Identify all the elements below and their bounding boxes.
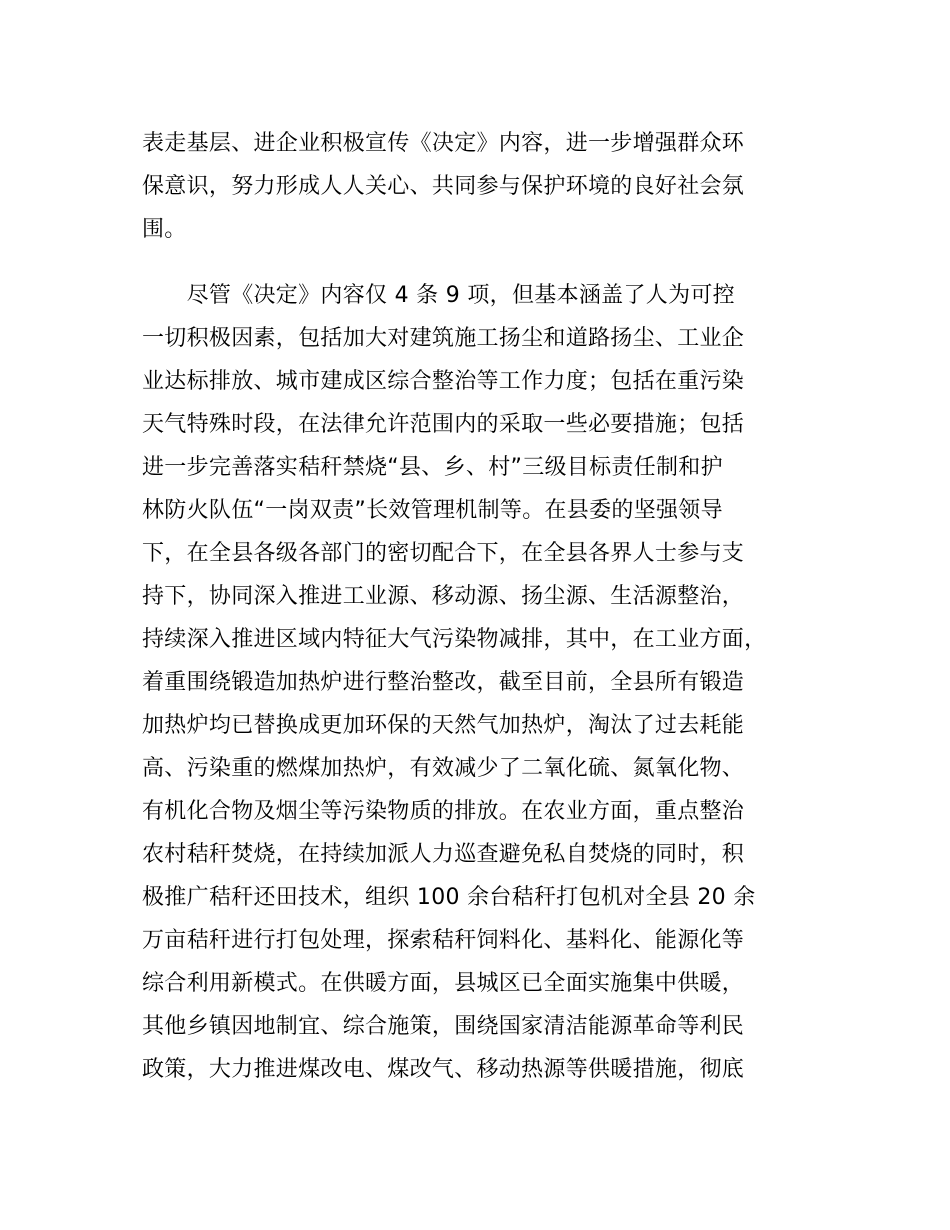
text-line: 下，在全县各级各部门的密切配合下，在全县各界人士参与支 xyxy=(142,541,745,566)
text-line: 保意识，努力形成人人关心、共同参与保护环境的良好社会氛 xyxy=(142,174,745,199)
text-line: 持续深入推进区域内特征大气污染物减排，其中，在工业方面， xyxy=(142,627,767,652)
text-line: 政策，大力推进煤改电、煤改气、移动热源等供暖措施，彻底 xyxy=(142,1057,745,1082)
text-line: 综合利用新模式。在供暖方面，县城区已全面实施集中供暖， xyxy=(142,971,745,996)
text-line: 一切积极因素，包括加大对建筑施工扬尘和道路扬尘、工业企 xyxy=(142,326,745,351)
text-line: 有机化合物及烟尘等污染物质的排放。在农业方面，重点整治 xyxy=(142,799,745,824)
paragraph-2 xyxy=(142,274,842,1091)
text-line: 围。 xyxy=(142,217,187,242)
text-line: 林防火队伍“一岗双责”长效管理机制等。在县委的坚强领导 xyxy=(142,498,723,523)
text-line: 其他乡镇因地制宜、综合施策，围绕国家清洁能源革命等利民 xyxy=(142,1014,745,1039)
text-line: 业达标排放、城市建成区综合整治等工作力度；包括在重污染 xyxy=(142,369,745,394)
paragraph-1 xyxy=(142,122,842,251)
text-line: 加热炉均已替换成更加环保的天然气加热炉，淘汰了过去耗能 xyxy=(142,713,745,738)
text-line: 高、污染重的燃煤加热炉，有效减少了二氧化硫、氮氧化物、 xyxy=(142,756,745,781)
text-line: 极推广秸秆还田技术，组织 100 余台秸秆打包机对全县 20 余 xyxy=(142,885,756,910)
body-text xyxy=(142,122,842,1091)
text-line: 农村秸秆焚烧，在持续加派人力巡查避免私自焚烧的同时，积 xyxy=(142,842,745,867)
text-line: 表走基层、进企业积极宣传《决定》内容，进一步增强群众环 xyxy=(142,131,745,156)
text-line: 天气特殊时段，在法律允许范围内的采取一些必要措施；包括 xyxy=(142,412,745,437)
text-line: 持下，协同深入推进工业源、移动源、扬尘源、生活源整治， xyxy=(142,584,745,609)
paragraph-spacer xyxy=(142,251,842,274)
text-line: 万亩秸秆进行打包处理，探索秸秆饲料化、基料化、能源化等 xyxy=(142,928,745,953)
text-line: 着重围绕锻造加热炉进行整治整改，截至目前，全县所有锻造 xyxy=(142,670,745,695)
text-line: 尽管《决定》内容仅 4 条 9 项，但基本涵盖了人为可控 xyxy=(142,283,735,308)
text-line: 进一步完善落实秸秆禁烧“县、乡、村”三级目标责任制和护 xyxy=(142,455,723,480)
